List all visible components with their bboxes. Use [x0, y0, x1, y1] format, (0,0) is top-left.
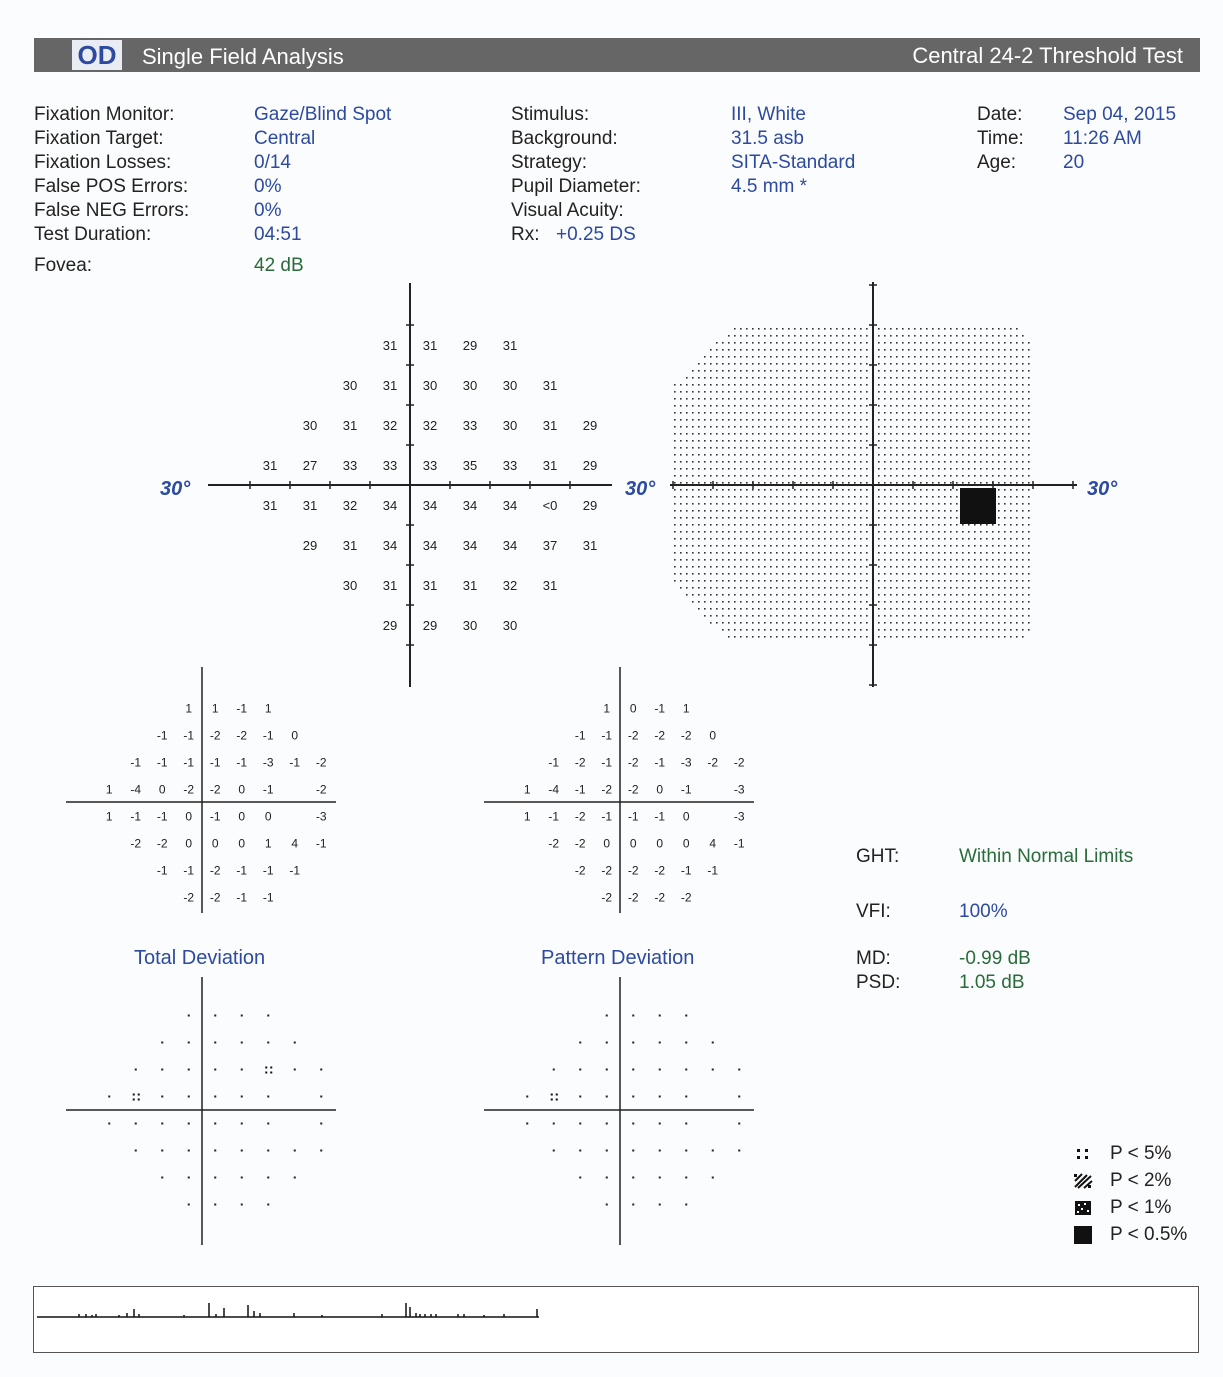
- deviation-value: 4: [709, 836, 717, 851]
- deviation-value: -3: [680, 755, 692, 770]
- time-value: 11:26 AM: [1063, 128, 1142, 149]
- deviation-value: -2: [627, 755, 639, 770]
- fixation-monitor-label: Fixation Monitor:: [34, 104, 175, 125]
- grayscale-plot: [660, 280, 1130, 690]
- deviation-value: -1: [601, 809, 613, 824]
- deviation-value: -1: [627, 809, 639, 824]
- deviation-value: 1: [264, 836, 272, 851]
- threshold-value: 33: [422, 458, 438, 473]
- stimulus-value: III, White: [731, 104, 806, 125]
- deviation-value: -2: [130, 836, 142, 851]
- deviation-value: 1: [185, 701, 193, 716]
- threshold-value: 32: [342, 498, 358, 513]
- pattern-deviation-title: Pattern Deviation: [541, 947, 695, 969]
- threshold-value: 29: [302, 538, 318, 553]
- threshold-value: 31: [422, 578, 438, 593]
- deviation-value: -3: [733, 782, 745, 797]
- deviation-value: -2: [733, 755, 745, 770]
- deviation-value: -1: [236, 890, 248, 905]
- deviation-value: -2: [574, 863, 586, 878]
- degree-label-gray: 30°: [1087, 478, 1118, 500]
- deviation-value: 1: [603, 701, 611, 716]
- deviation-value: -4: [548, 782, 560, 797]
- pattern-deviation-plot: [478, 665, 768, 915]
- deviation-value: -3: [262, 755, 274, 770]
- deviation-value: -1: [733, 836, 745, 851]
- false-neg-value: 0%: [254, 200, 282, 221]
- eye-badge: OD: [72, 40, 122, 70]
- deviation-value: -2: [209, 728, 221, 743]
- threshold-value: 31: [382, 378, 398, 393]
- time-label: Time:: [977, 128, 1024, 149]
- fixation-losses-label: Fixation Losses:: [34, 152, 172, 173]
- deviation-value: -3: [733, 809, 745, 824]
- threshold-value: 34: [502, 538, 518, 553]
- deviation-value: 0: [629, 836, 637, 851]
- deviation-value: -1: [262, 728, 274, 743]
- strategy-label: Strategy:: [511, 152, 588, 173]
- total-deviation-values: [106, 702, 327, 905]
- threshold-value: 29: [582, 498, 598, 513]
- threshold-value: 30: [302, 418, 318, 433]
- threshold-value: 29: [462, 338, 478, 353]
- deviation-value: -2: [209, 890, 221, 905]
- grayscale-dots: [674, 328, 1030, 638]
- test-duration-value: 04:51: [254, 224, 302, 245]
- deviation-value: -1: [548, 755, 560, 770]
- deviation-value: -1: [262, 782, 274, 797]
- legend-p5: [1072, 1143, 1171, 1165]
- deviation-value: -1: [262, 890, 274, 905]
- threshold-value: 29: [582, 458, 598, 473]
- degree-label-right: 30°: [625, 478, 656, 500]
- background-label: Background:: [511, 128, 618, 149]
- total-deviation-probability-plot: [60, 975, 350, 1250]
- deviation-value: -2: [548, 836, 560, 851]
- threshold-value: 29: [422, 618, 438, 633]
- deviation-value: -3: [315, 809, 327, 824]
- threshold-value: 30: [342, 378, 358, 393]
- threshold-value: 34: [422, 538, 438, 553]
- p05-symbol-icon: [1072, 1226, 1094, 1244]
- threshold-value: 33: [342, 458, 358, 473]
- false-pos-value: 0%: [254, 176, 282, 197]
- deviation-value: -1: [183, 728, 195, 743]
- threshold-value: 33: [502, 458, 518, 473]
- deviation-value: -2: [574, 836, 586, 851]
- pupil-label: Pupil Diameter:: [511, 176, 641, 197]
- p1-symbol-icon: [1072, 1199, 1094, 1217]
- deviation-value: 0: [682, 836, 690, 851]
- blind-spot-patch: [960, 488, 996, 524]
- deviation-value: -2: [236, 728, 248, 743]
- deviation-value: -2: [574, 755, 586, 770]
- deviation-value: -2: [654, 728, 666, 743]
- threshold-value: 30: [502, 378, 518, 393]
- deviation-value: -2: [183, 890, 195, 905]
- threshold-plot: [150, 280, 656, 690]
- threshold-value: 33: [382, 458, 398, 473]
- deviation-value: -2: [680, 728, 692, 743]
- deviation-value: 0: [656, 782, 664, 797]
- deviation-value: -1: [236, 755, 248, 770]
- deviation-value: -2: [707, 755, 719, 770]
- vfi-label: VFI:: [856, 901, 891, 922]
- threshold-value: 32: [502, 578, 518, 593]
- deviation-value: -1: [680, 863, 692, 878]
- deviation-value: -1: [236, 701, 248, 716]
- deviation-value: 1: [264, 701, 272, 716]
- deviation-value: -2: [209, 782, 221, 797]
- deviation-value: -2: [315, 782, 327, 797]
- threshold-value: 30: [462, 618, 478, 633]
- deviation-value: 0: [238, 836, 246, 851]
- fixation-monitor-value: Gaze/Blind Spot: [254, 104, 392, 125]
- deviation-value: 0: [264, 809, 272, 824]
- deviation-value: -1: [236, 863, 248, 878]
- deviation-value: -1: [209, 755, 221, 770]
- threshold-value: 30: [462, 378, 478, 393]
- threshold-value: 30: [502, 418, 518, 433]
- deviation-value: -1: [209, 809, 221, 824]
- gaze-tracker-box: [33, 1286, 1199, 1353]
- pattern-deviation-probability-plot: [478, 975, 768, 1250]
- report-title: Single Field Analysis: [142, 44, 344, 69]
- threshold-value: 35: [462, 458, 478, 473]
- threshold-value: 32: [382, 418, 398, 433]
- threshold-value: 31: [542, 458, 558, 473]
- deviation-value: -2: [601, 863, 613, 878]
- threshold-axes: [208, 283, 612, 687]
- deviation-value: -1: [601, 755, 613, 770]
- deviation-value: -1: [707, 863, 719, 878]
- threshold-value: 31: [302, 498, 318, 513]
- legend-p2-text: P < 2%: [1110, 1170, 1172, 1191]
- deviation-value: -2: [680, 890, 692, 905]
- psd-value: 1.05 dB: [959, 972, 1025, 993]
- false-neg-label: False NEG Errors:: [34, 200, 190, 221]
- deviation-value: -1: [289, 755, 301, 770]
- deviation-value: 1: [105, 782, 113, 797]
- threshold-value: 34: [382, 498, 398, 513]
- threshold-value: 30: [502, 618, 518, 633]
- threshold-value: 31: [382, 338, 398, 353]
- deviation-value: -2: [183, 782, 195, 797]
- pattern-prob-axes: [484, 977, 754, 1245]
- legend-p1: [1072, 1197, 1171, 1219]
- strategy-value: SITA-Standard: [731, 152, 856, 173]
- threshold-value: 34: [462, 498, 478, 513]
- deviation-value: -1: [654, 755, 666, 770]
- deviation-value: -2: [601, 782, 613, 797]
- deviation-value: 0: [291, 728, 299, 743]
- ght-value: Within Normal Limits: [959, 846, 1134, 867]
- deviation-value: -1: [654, 809, 666, 824]
- deviation-value: 1: [105, 809, 113, 824]
- psd-label: PSD:: [856, 972, 901, 993]
- fixation-losses-value: 0/14: [254, 152, 291, 173]
- threshold-value: 34: [502, 498, 518, 513]
- background-value: 31.5 asb: [731, 128, 804, 149]
- threshold-value: 31: [262, 458, 278, 473]
- pupil-value: 4.5 mm *: [731, 176, 808, 197]
- threshold-value: 31: [582, 538, 598, 553]
- deviation-value: -1: [156, 728, 168, 743]
- fixation-target-label: Fixation Target:: [34, 128, 164, 149]
- deviation-value: -1: [548, 809, 560, 824]
- deviation-value: -1: [130, 755, 142, 770]
- date-value: Sep 04, 2015: [1063, 104, 1177, 125]
- deviation-value: -1: [262, 863, 274, 878]
- threshold-value: 31: [262, 498, 278, 513]
- threshold-value: 29: [582, 418, 598, 433]
- threshold-value: 34: [462, 538, 478, 553]
- total-deviation-plot: [60, 665, 350, 915]
- legend-p05-text: P < 0.5%: [1110, 1224, 1188, 1245]
- grayscale-axes: [670, 282, 1077, 687]
- deviation-value: 0: [629, 701, 637, 716]
- threshold-value: 31: [542, 578, 558, 593]
- md-value: -0.99 dB: [959, 948, 1031, 969]
- age-value: 20: [1063, 152, 1085, 173]
- fovea-value: 42 dB: [254, 255, 304, 276]
- deviation-value: -2: [315, 755, 327, 770]
- deviation-value: 0: [709, 728, 717, 743]
- vfi-value: 100%: [959, 901, 1008, 922]
- deviation-value: 0: [185, 809, 193, 824]
- rx-label: Rx:: [511, 224, 540, 245]
- visual-acuity-label: Visual Acuity:: [511, 200, 624, 221]
- deviation-value: -2: [209, 863, 221, 878]
- threshold-value: 31: [342, 418, 358, 433]
- stimulus-label: Stimulus:: [511, 104, 590, 125]
- deviation-value: 0: [185, 836, 193, 851]
- threshold-value: 33: [462, 418, 478, 433]
- deviation-value: -1: [130, 809, 142, 824]
- deviation-value: -1: [601, 728, 613, 743]
- deviation-value: 1: [523, 809, 531, 824]
- pattern-deviation-values: [524, 702, 745, 905]
- deviation-value: -2: [601, 890, 613, 905]
- deviation-value: -2: [574, 809, 586, 824]
- deviation-value: 0: [682, 809, 690, 824]
- threshold-value: 31: [502, 338, 518, 353]
- deviation-value: -1: [156, 755, 168, 770]
- deviation-value: -1: [574, 728, 586, 743]
- deviation-value: -2: [156, 836, 168, 851]
- threshold-value: 31: [462, 578, 478, 593]
- threshold-value: 34: [422, 498, 438, 513]
- deviation-value: 0: [238, 809, 246, 824]
- p5-symbol-icon: [1072, 1145, 1094, 1163]
- deviation-value: -2: [627, 782, 639, 797]
- threshold-value: 31: [422, 338, 438, 353]
- fixation-target-value: Central: [254, 128, 316, 149]
- threshold-value: <0: [542, 498, 558, 513]
- total-deviation-title: Total Deviation: [134, 947, 266, 969]
- threshold-value: 34: [382, 538, 398, 553]
- threshold-value: 31: [382, 578, 398, 593]
- age-label: Age:: [977, 152, 1017, 173]
- deviation-value: -1: [289, 863, 301, 878]
- legend-p1-text: P < 1%: [1110, 1197, 1172, 1218]
- deviation-value: 0: [211, 836, 219, 851]
- test-duration-label: Test Duration:: [34, 224, 152, 245]
- deviation-value: 1: [682, 701, 690, 716]
- threshold-value: 29: [382, 618, 398, 633]
- legend-p05: [1072, 1224, 1187, 1246]
- false-pos-label: False POS Errors:: [34, 176, 189, 197]
- deviation-value: 0: [238, 782, 246, 797]
- deviation-value: 4: [291, 836, 299, 851]
- deviation-value: 0: [656, 836, 664, 851]
- deviation-value: -2: [627, 890, 639, 905]
- deviation-value: -2: [627, 863, 639, 878]
- deviation-value: -2: [654, 890, 666, 905]
- deviation-value: -1: [654, 701, 666, 716]
- deviation-value: 0: [603, 836, 611, 851]
- threshold-value: 37: [542, 538, 558, 553]
- rx-value: +0.25 DS: [556, 224, 636, 245]
- deviation-value: 1: [523, 782, 531, 797]
- threshold-value: 32: [422, 418, 438, 433]
- date-label: Date:: [977, 104, 1023, 125]
- deviation-value: 1: [211, 701, 219, 716]
- deviation-value: 0: [158, 782, 166, 797]
- threshold-value: 30: [422, 378, 438, 393]
- deviation-value: -1: [680, 782, 692, 797]
- threshold-value: 31: [542, 378, 558, 393]
- md-label: MD:: [856, 948, 891, 969]
- legend-p5-text: P < 5%: [1110, 1143, 1172, 1164]
- deviation-value: -1: [183, 863, 195, 878]
- threshold-value: 30: [342, 578, 358, 593]
- threshold-value: 31: [542, 418, 558, 433]
- degree-label-left: 30°: [160, 478, 191, 500]
- deviation-value: -1: [315, 836, 327, 851]
- deviation-value: -2: [627, 728, 639, 743]
- threshold-value: 31: [342, 538, 358, 553]
- fovea-label: Fovea:: [34, 255, 93, 276]
- deviation-value: -1: [156, 809, 168, 824]
- threshold-value: 27: [302, 458, 318, 473]
- test-name: Central 24-2 Threshold Test: [912, 43, 1183, 68]
- deviation-value: -1: [156, 863, 168, 878]
- gaze-tracker-trace: [34, 1287, 1198, 1352]
- deviation-value: -2: [654, 863, 666, 878]
- deviation-value: -4: [130, 782, 142, 797]
- ght-label: GHT:: [856, 846, 900, 867]
- deviation-value: -1: [183, 755, 195, 770]
- total-prob-axes: [66, 977, 336, 1245]
- p2-symbol-icon: [1072, 1172, 1094, 1190]
- legend-p2: [1072, 1170, 1171, 1192]
- deviation-value: -1: [574, 782, 586, 797]
